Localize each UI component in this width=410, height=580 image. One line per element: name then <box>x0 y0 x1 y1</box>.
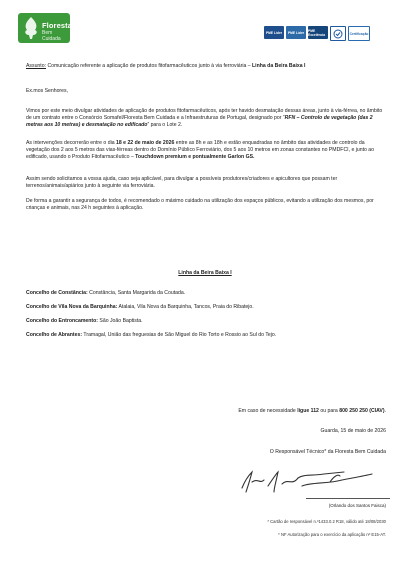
paragraph-2 <box>26 140 386 161</box>
responsible-title: O Responsável Técnico* da Floresta Bem Cuidada <box>269 449 386 455</box>
contact-text-a: Em caso de necessidade <box>238 408 298 414</box>
council-parishes: Constância, Santa Margarida da Coutada. <box>87 290 186 296</box>
handwritten-signature <box>232 464 382 500</box>
paragraph-2-text-b: entre as 8h e as 18h e estão enquadradas no âmbito das atividades de controlo da vegetação dos 2 aos 5 metros das vias-férreas dentro do Domínio Público Ferroviário, dos 5 aos 10 metros em zonas constantes no PMDFCI, e junto ao edificado, usando o Produto Fitofarmacêutico – <box>26 140 375 160</box>
paragraph-4: De forma a garantir a segurança de todos, é recomendado o máximo cuidado na utilização dos espaços públicos, evitando a utilização dos mesmos, por crianças e animais, nas 24 h seguintes à aplicação. <box>26 198 374 211</box>
paragraph-3: Assim sendo solicitamos a vossa ajuda, caso seja aplicável, para divulgar a possíveis produtores/criadores e apicultores que possam ter terrenos/animais/apiários junto à seguinte via ferroviária. <box>26 176 338 189</box>
cert-badge: PME Excelência <box>308 26 328 39</box>
company-logo <box>18 13 70 43</box>
council-item <box>26 318 396 325</box>
signature-line <box>306 498 390 499</box>
paragraph-1-end: ” para o Lote 2. <box>147 122 183 128</box>
greeting: Ex.mos Senhores, <box>26 88 69 94</box>
footnote-license: * Cartão de responsável n.º1433.0.2 R18, válido até 18/08/2030 <box>267 519 386 524</box>
footnote-authorization: * NF Autorização para o exercício da aplicação nº E15-AT. <box>278 532 386 537</box>
cert-badge: Certificação <box>348 26 370 41</box>
contact-text-c: . <box>384 408 386 414</box>
council-parishes: Atalaia, Vila Nova da Barquinha, Tancos, Praia do Ribatejo. <box>117 304 254 310</box>
subject-text: Comunicação referente a aplicação de produtos fitofarmacêuticos junto à via ferroviária – <box>46 63 253 69</box>
emergency-contact <box>26 408 386 415</box>
logo-line2: Bem Cuidada <box>42 30 61 42</box>
council-item <box>26 290 396 297</box>
tree-icon <box>22 16 40 40</box>
paragraph-1 <box>26 108 386 129</box>
council-parishes: Tramagal, União das freguesias de São Miguel do Rio Torto e Rossio ao Sul do Tejo. <box>82 332 277 338</box>
contact-text-b: ou para <box>318 408 340 414</box>
emergency-number: ligue 112 <box>297 408 319 414</box>
product-name: Touchdown premium e pontualmente Garlon GS. <box>135 154 255 160</box>
logo-line1: Floresta <box>42 21 72 30</box>
council-item <box>26 304 396 311</box>
council-item <box>26 332 396 339</box>
ciav-number: 800 250 250 (CIAV) <box>339 408 385 414</box>
council-parishes: São João Baptista. <box>97 318 143 324</box>
intervention-dates: 18 e 22 de maio de 2026 <box>116 140 175 146</box>
contract-name: RFN – Controlo de vegetação (das 2 metras aos 10 metras) e desmatação no edificado <box>26 115 373 128</box>
cert-badge-icon <box>330 26 346 41</box>
subject-line-name: Linha da Beira Baixa I <box>252 63 306 69</box>
council-label: Concelho de Vila Nova da Barquinha: <box>26 304 118 310</box>
council-label: Concelho de Abrantes: <box>26 332 83 338</box>
signer-name: (Orlando dos Santos Faisca) <box>328 503 386 508</box>
certification-badges <box>264 26 370 41</box>
council-label: Concelho do Entroncamento: <box>26 318 98 324</box>
cert-badge: PME Líder <box>286 26 306 39</box>
paragraph-1-text: Vimos por este meio divulgar atividades de aplicação de produtos fitofarmacêuticos, após ter havido desmatação dessas áreas, junto à via-férrea, no âmbito de um contrato entre o Consórcio Somafel/Floresta Bem Cuidada e a Infraestruturas de Portugal, designado por “ <box>26 108 383 121</box>
line-title: Linha da Beira Baixa I <box>178 270 232 276</box>
council-label: Concelho de Constância: <box>26 290 88 296</box>
cert-badge: PME Líder <box>264 26 284 39</box>
subject-line <box>26 63 396 70</box>
subject-label: Assunto: <box>26 63 47 69</box>
paragraph-2-text-a: As intervenções decorrerão entre o dia <box>26 140 117 146</box>
date-place: Guarda, 15 de maio de 2026 <box>320 428 386 434</box>
